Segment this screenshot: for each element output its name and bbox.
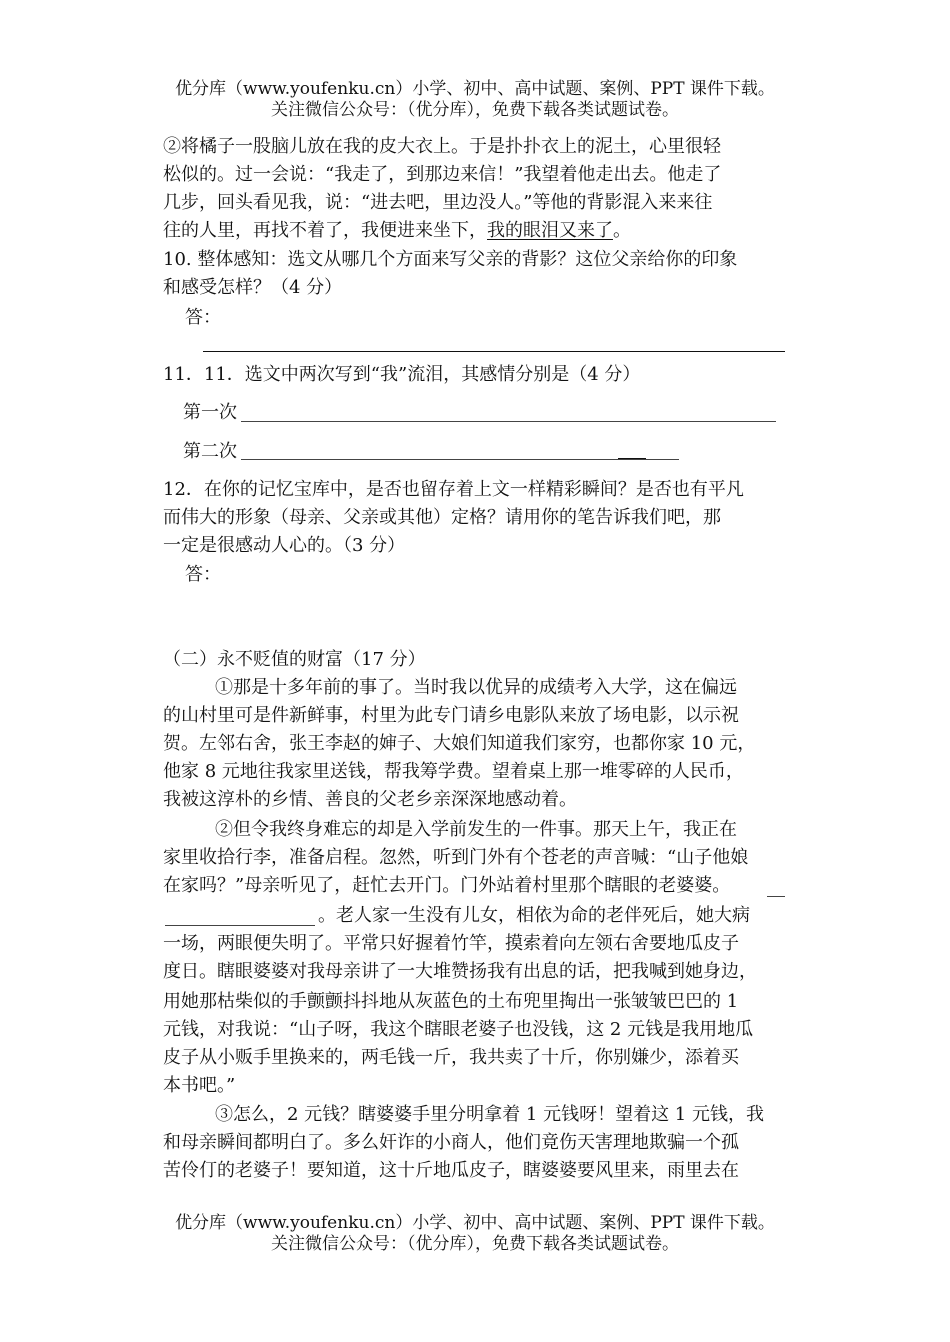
question-11-first-label: 第一次: [183, 402, 237, 423]
question-12-line-2: 而伟大的形象（母亲、父亲或其他）定格？请用你的笔告诉我们吧，那: [163, 507, 721, 528]
section-2-p2-line-4: 。老人家一生没有儿女，相依为命的老伴死后，她大病: [318, 905, 750, 926]
passage1-line-3: 几步，回头看见我，说：“进去吧，里边没人。”等他的背影混入来来往: [163, 192, 713, 213]
section-2-p2-line-6: 度日。瞎眼婆婆对我母亲讲了一大堆赞扬我有出息的话，把我喊到她身边，: [163, 961, 757, 982]
section-2-p2-line-8: 元钱，对我说：“山子呀，我这个瞎眼老婆子也没钱，这 2 元钱是我用地瓜: [163, 1019, 754, 1040]
question-12-answer-label: 答：: [185, 564, 221, 585]
section-2-blank-part-2[interactable]: [165, 925, 315, 926]
section-2-p2-line-9: 皮子从小贩手里换来的，两毛钱一斤，我共卖了十斤，你别嫌少，添着买: [163, 1047, 739, 1068]
section-2-p2-line-2: 家里收拾行李，准备启程。忽然，听到门外有个苍老的声音喊：“山子他娘: [163, 847, 749, 868]
question-12-line-1: 12．在你的记忆宝库中，是否也留存着上文一样精彩瞬间？是否也有平凡: [163, 479, 744, 500]
section-2-p1-line-3: 贺。左邻右舍，张王李赵的婶子、大娘们知道我们家穷，也都你家 10 元，: [163, 733, 756, 754]
section-2-p3-line-1: ③怎么，2 元钱？瞎婆婆手里分明拿着 1 元钱呀！望着这 1 元钱，我: [215, 1104, 764, 1125]
section-2-p1-line-1: ①那是十多年前的事了。当时我以优异的成绩考入大学，这在偏远: [215, 677, 737, 698]
passage1-line-4: [163, 219, 631, 243]
header-line-1: 优分库（www.youfenku.cn）小学、初中、高中试题、案例、PPT 课件下载。: [175, 79, 775, 99]
question-11-title: 11．11．选文中两次写到“我”流泪，其感情分别是（4 分）: [163, 364, 641, 385]
question-10-answer-label: 答：: [185, 307, 221, 328]
question-11-first-answer-line[interactable]: [241, 421, 776, 422]
question-10-line-2: 和感受怎样？（4 分）: [163, 277, 343, 298]
section-2-blank-part-1[interactable]: [767, 896, 785, 897]
passage1-line-1: ②将橘子一股脑儿放在我的皮大衣上。于是扑扑衣上的泥土，心里很轻: [163, 136, 721, 157]
section-2-p2-line-10: 本书吧。”: [163, 1075, 236, 1096]
section-2-title: （二）永不贬值的财富（17 分）: [163, 649, 426, 670]
question-10-answer-line[interactable]: [203, 351, 785, 352]
passage1-line-4-end: 。: [613, 220, 631, 241]
section-2-p2-line-5: 一场，两眼便失明了。平常只好握着竹竿，摸索着向左领右舍要地瓜皮子: [163, 933, 739, 954]
question-10-line-1: 10. 整体感知：选文从哪几个方面来写父亲的背影？这位父亲给你的印象: [163, 249, 738, 270]
underlined-phrase: 我的眼泪又来了: [487, 220, 613, 241]
section-2-p2-line-3: 在家吗？”母亲听见了，赶忙去开门。门外站着村里那个瞎眼的老婆婆。: [163, 875, 731, 896]
passage1-line-4-text: 往的人里，再找不着了，我便进来坐下，: [163, 220, 487, 241]
section-2-p2-line-1: ②但令我终身难忘的却是入学前发生的一件事。那天上午，我正在: [215, 819, 737, 840]
section-2-p1-line-2: 的山村里可是件新鲜事，村里为此专门请乡电影队来放了场电影，以示祝: [163, 705, 739, 726]
section-2-p2-line-7: 用她那枯柴似的手颤颤抖抖地从灰蓝色的土布兜里掏出一张皱皱巴巴的 1: [163, 991, 739, 1012]
section-2-p1-line-5: 我被这淳朴的乡情、善良的父老乡亲深深地感动着。: [163, 789, 577, 810]
section-2-p3-line-3: 苦伶仃的老婆子！要知道，这十斤地瓜皮子，瞎婆婆要风里来，雨里去在: [163, 1160, 739, 1181]
question-11-second-label: 第二次: [183, 441, 237, 462]
header-line-2: 关注微信公众号：（优分库），免费下载各类试题试卷。: [271, 100, 679, 120]
passage1-line-2: 松似的。过一会说：“我走了，到那边来信！”我望着他走出去。他走了: [163, 164, 722, 185]
section-2-p1-line-4: 他家 8 元地往我家里送钱，帮我筹学费。望着桌上那一堆零碎的人民币，: [163, 761, 744, 782]
section-2-p3-line-2: 和母亲瞬间都明白了。多么奸诈的小商人，他们竟伤天害理地欺骗一个孤: [163, 1132, 739, 1153]
footer-line-1: 优分库（www.youfenku.cn）小学、初中、高中试题、案例、PPT 课件下载。: [175, 1213, 775, 1233]
footer-line-2: 关注微信公众号：（优分库），免费下载各类试题试卷。: [271, 1234, 679, 1254]
question-11-second-answer-line[interactable]: [241, 459, 679, 460]
question-12-line-3: 一定是很感动人心的。（3 分）: [163, 535, 406, 556]
question-11-second-answer-mark: [618, 458, 646, 459]
